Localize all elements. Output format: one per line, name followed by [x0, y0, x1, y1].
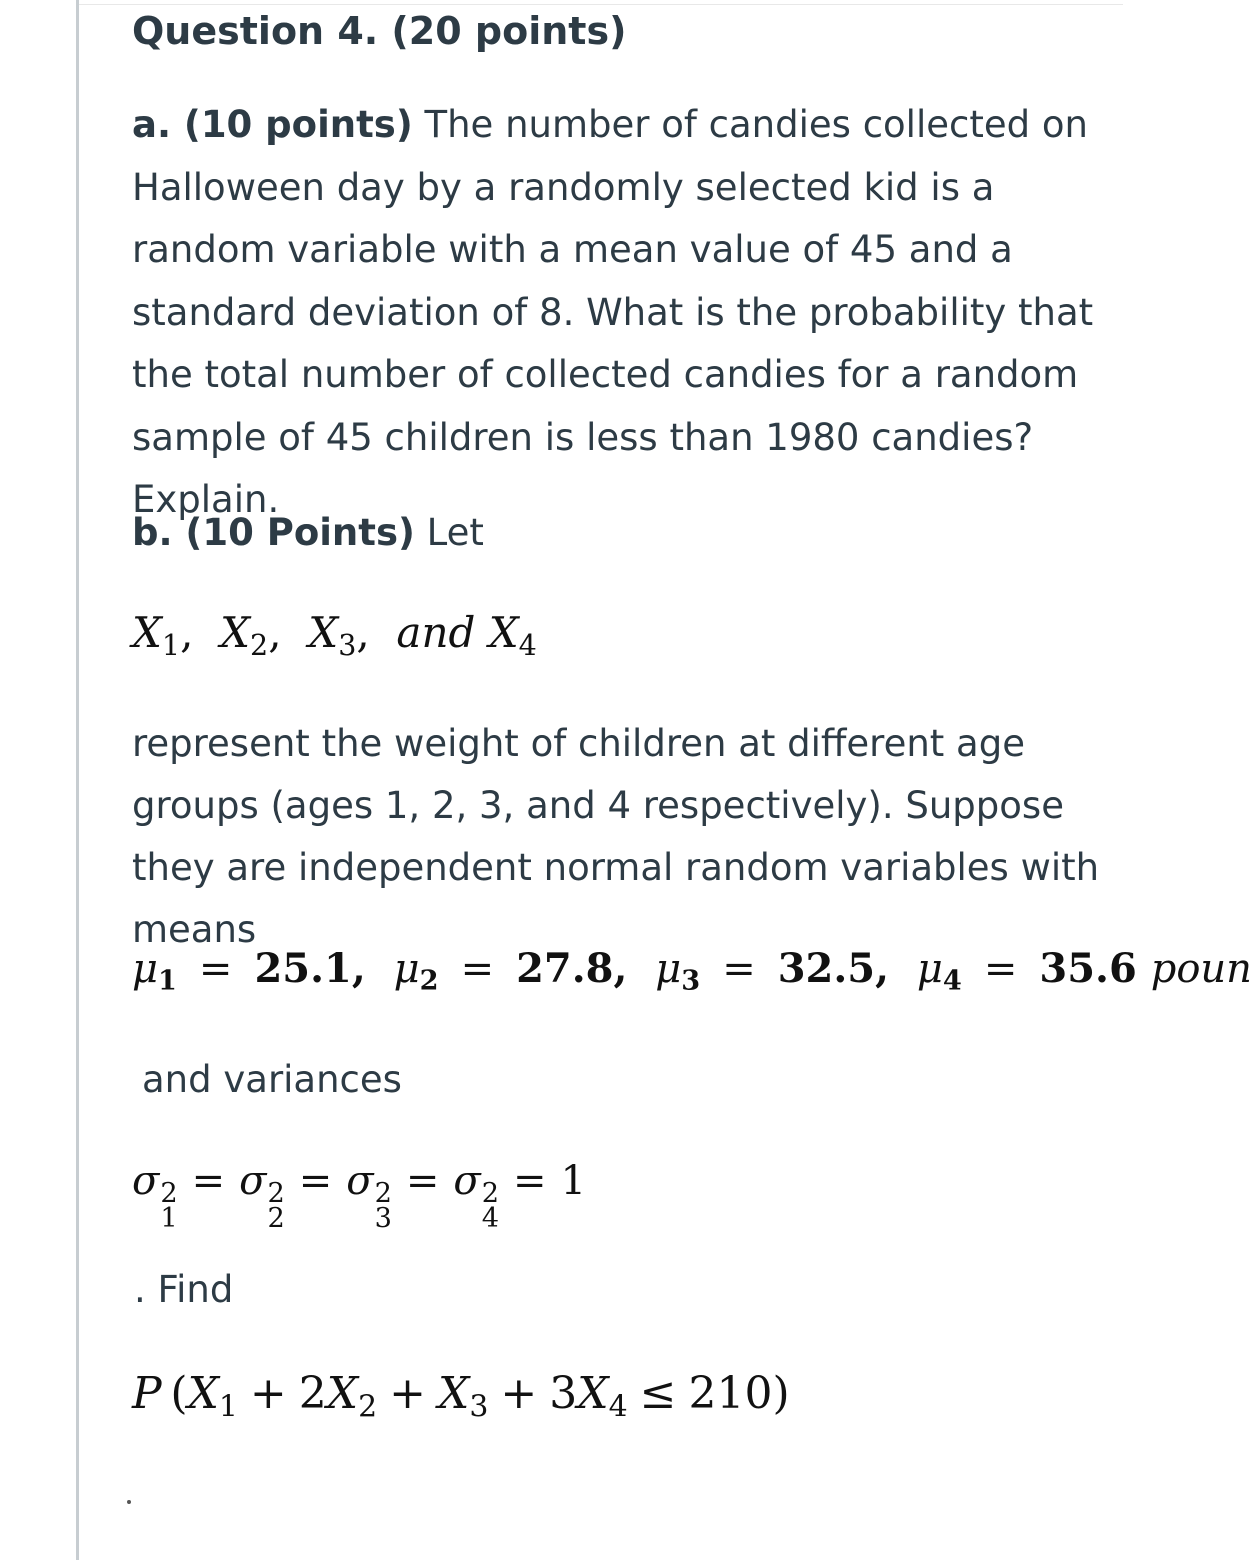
part-a-text: The number of candies collected on Halloween day by a randomly selected kid is a random variable with a mean value of 45 and a standard deviation of 8. What is the probability that the total number of collected candies for a random sample of 45 children is less than 1980 candies? Explain. — [132, 103, 1094, 521]
left-border — [76, 0, 79, 1560]
variances-formula: σ 2 1 = σ 2 2 = σ 2 3 = σ 2 4 = 1 — [132, 1158, 587, 1234]
part-b-intro: Let — [426, 511, 484, 554]
part-a-paragraph — [132, 94, 1122, 532]
find-label: . Find — [134, 1268, 234, 1311]
description-text: represent the weight of children at different age groups (ages 1, 2, 3, and 4 respectively). Suppose they are independent normal random variables with means — [132, 722, 1100, 951]
probability-expression: P $(X_1 + 2X_2 + X_3 + 3X_4 \le 210)$ — [132, 1368, 790, 1425]
means-formula: $\mu_1 = 25.1$, $\mu_2 = 27.8$, $\mu_3 = 32.5$, $\mu_4 = 35.6$ poun — [132, 945, 1252, 997]
part-b-label: b. (10 Points) — [132, 511, 415, 554]
question-title: Question 4. (20 points) — [132, 9, 627, 53]
trailing-period — [127, 1500, 131, 1504]
part-b-heading — [132, 505, 484, 560]
variables-formula: $X_1$, $X_2$, $X_3$, and $X_4$ — [132, 608, 537, 662]
variances-label: and variances — [142, 1058, 402, 1101]
part-a-label: a. (10 points) — [132, 103, 413, 146]
top-border — [78, 4, 1123, 5]
